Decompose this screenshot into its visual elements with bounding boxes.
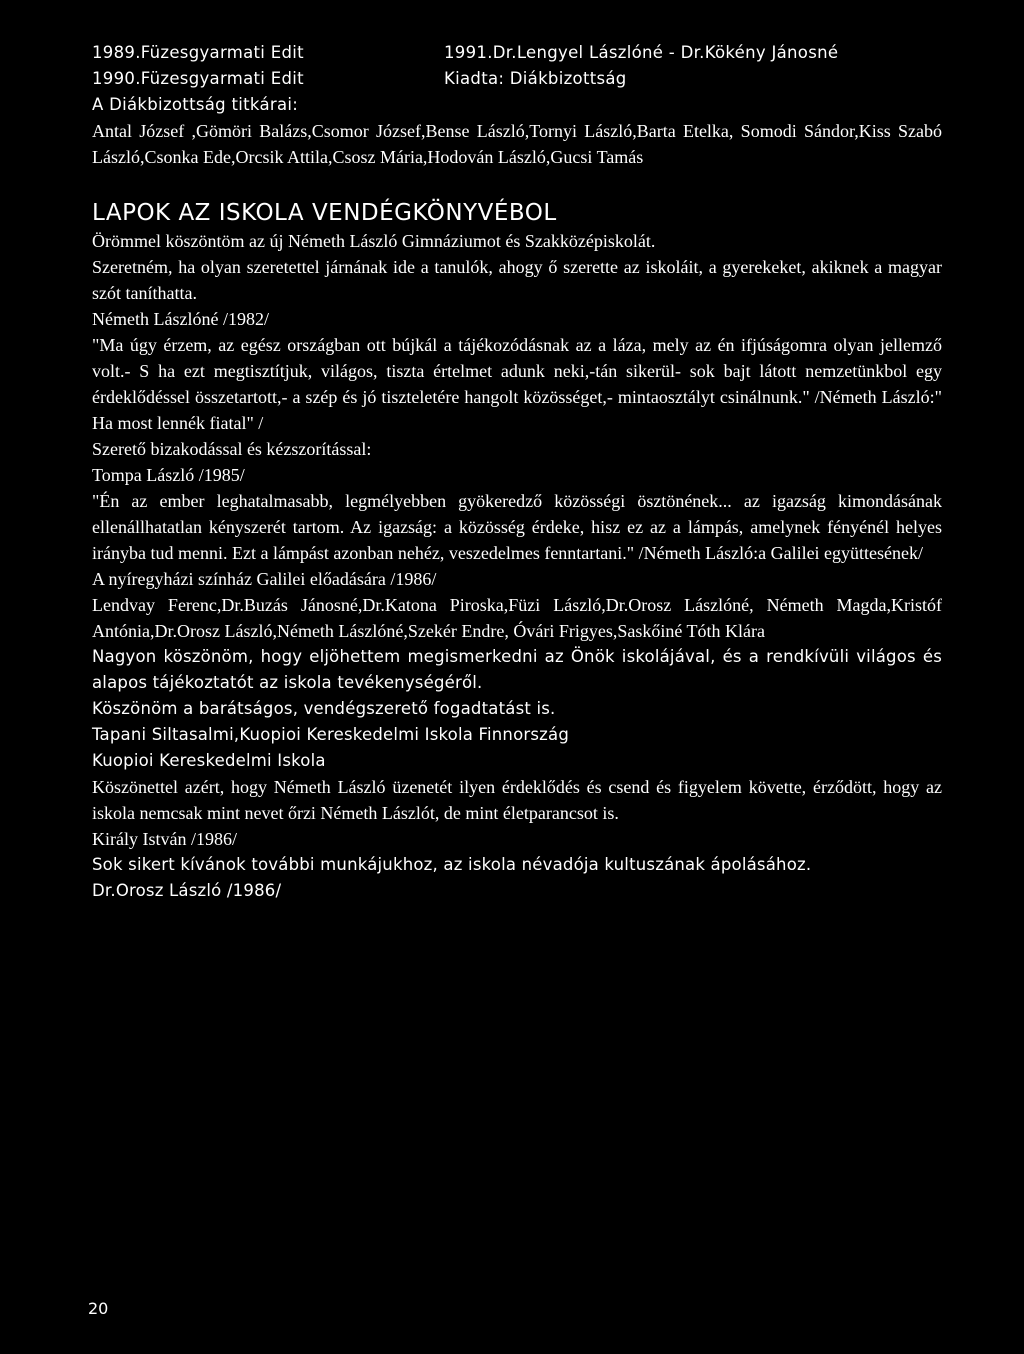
entry-4-signature: Tapani Siltasalmi,Kuopioi Kereskedelmi Iskola Finnország xyxy=(92,725,570,744)
section-title: LAPOK AZ ISKOLA VENDÉGKÖNYVÉBOL xyxy=(92,200,557,226)
entry-5-body: Köszönettel azért, hogy Németh László üzenetét ilyen érdeklődés és csend és figyelem követte, érződött, hogy az iskola nemcsak mint nevet őrzi Németh Lászlót, de mint életparancsot is. xyxy=(92,777,942,823)
entry-2-greeting: Szerető bizakodással és kézszorítással: xyxy=(92,439,372,459)
entry-3-names: Lendvay Ferenc,Dr.Buzás Jánosné,Dr.Katona Piroska,Füzi László,Dr.Orosz Lászlóné, Németh Magda,Kristóf Antónia,Dr.Orosz László,Németh Lászlóné,Szekér Endre, Óvári Frigyes,Saskőiné Tóth Klára xyxy=(92,595,942,641)
entry-3-dedication: A nyíregyházi színház Galilei előadására /1986/ xyxy=(92,569,437,589)
publisher: Kiadta: Diákbizottság xyxy=(444,69,627,88)
page-number: 20 xyxy=(88,1299,109,1318)
secretaries-names: Antal József ,Gömöri Balázs,Csomor József,Bense László,Tornyi László,Barta Etelka, Somodi Sándor,Kiss Szabó László,Csonka Ede,Orcsik Attila,Csosz Mária,Hodován László,Gucsi Tamás xyxy=(92,121,942,167)
entry-1-greeting: Örömmel köszöntöm az új Németh László Gimnáziumot és Szakközépiskolát. xyxy=(92,231,656,251)
editor-1990: 1990.Füzesgyarmati Edit xyxy=(92,69,304,88)
entry-4-school: Kuopioi Kereskedelmi Iskola xyxy=(92,751,326,770)
header-row-1 xyxy=(92,40,942,66)
editor-1989: 1989.Füzesgyarmati Edit xyxy=(92,43,304,62)
document-page xyxy=(92,40,942,904)
entry-5-signature: Király István /1986/ xyxy=(92,829,237,849)
entry-2-body: "Ma úgy érzem, az egész országban ott bújkál a tájékozódásnak az a láza, mely az én ifjúságomra olyan jellemző volt.- S ha ezt megtisztítjuk, világos, tiszta értelmet adunk neki,-tán sikerül- sok bajt látott nemzetünkbol egy érdeklődéssel összetartott,- a szép és jó tiszteletére hangolt közösséget,- mintaosztályt csinálnunk." /Németh László:" Ha most lennék fiatal" / xyxy=(92,335,942,433)
entry-2-signature: Tompa László /1985/ xyxy=(92,465,245,485)
editor-1991: 1991.Dr.Lengyel Lászlóné - Dr.Kökény Jánosné xyxy=(444,43,839,62)
entry-1-body: Szeretném, ha olyan szeretettel járnának ide a tanulók, ahogy ő szerette az iskoláit, a gyerekeket, akiknek a magyar szót taníthatta. xyxy=(92,257,942,303)
secretaries-label: A Diákbizottság titkárai: xyxy=(92,95,299,114)
entry-1-signature: Németh Lászlóné /1982/ xyxy=(92,309,269,329)
entry-6-signature: Dr.Orosz László /1986/ xyxy=(92,881,282,900)
entry-6-body: Sok sikert kívánok további munkájukhoz, az iskola névadója kultuszának ápolásához. xyxy=(92,855,812,874)
entry-4-body: Nagyon köszönöm, hogy eljöhettem megismerkedni az Önök iskolájával, és a rendkívüli világos és alapos tájékoztatót az iskola tevékenységéről. xyxy=(92,647,942,692)
entry-4-thanks: Köszönöm a barátságos, vendégszerető fogadtatást is. xyxy=(92,699,556,718)
entry-3-body: "Én az ember leghatalmasabb, legmélyebben gyökeredző közösségi ösztönének... az igazság kimondásának ellenállhatatlan kényszerét tartom. Az igazság: a közösség érdeke, hisz ez az a lámpás, amelynek fényénél helyes irányba tud menni. Ezt a lámpást azonban nehéz, veszedelmes fenntartani." /Németh László:a Galilei együttesének/ xyxy=(92,491,942,563)
header-row-2 xyxy=(92,66,942,92)
